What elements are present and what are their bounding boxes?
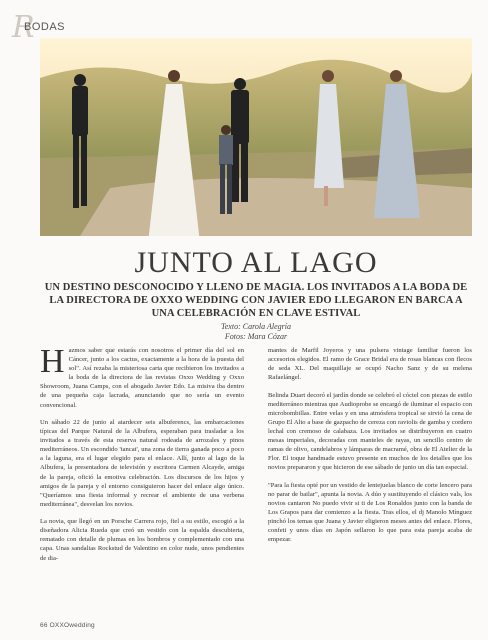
body-paragraph-text: azmos saber que estarás con nosotros el primer día del sol en Cáncer, junto a los cactus, exactamente a la hora de la puesta del sol". Así rezaba la misteriosa carta que recibieron los invitados a la boda de la directora de las revistas Oxxo Wedding y Oxxo Showroom, Juana Camps, con el abogado Javier Edo. La misiva iba dentro de una pequeña caja lacrada, anunciando que no sería un evento convencional. (40, 347, 244, 409)
body-column-right (268, 346, 472, 616)
body-paragraph (40, 343, 244, 410)
article-deck: UN DESTINO DESCONOCIDO Y LLENO DE MAGIA. LOS INVITADOS A LA BODA DE LA DIRECTORA DE OXXO WEDDING CON JAVIER EDO LLEGARON EN BARCA A UNA CELEBRACIÓN EN CLAVE ESTIVAL (44, 282, 468, 319)
brand-name: OXXOwedding (49, 622, 95, 629)
article-body (40, 343, 472, 616)
drop-cap: H (40, 343, 65, 380)
wedding-photo (40, 38, 472, 236)
body-paragraph: mantes de Marfil Joyeros y una pulsera vintage familiar fueron los accesorios elegidos. El ramo de Grace Bridal era de rosas blancas con flecos de seda XL. Del maquillaje se ocupó Nacho Sanz y de su melena Rafaelángel. (268, 347, 472, 382)
wedding-photo-illustration (40, 38, 472, 236)
article-headline: JUNTO AL LAGO (134, 246, 378, 279)
body-paragraph: Un sábado 22 de junio al atardecer seis albuferencs, las embarcaciones típicas del Parque Natural de la Albufera, esperaban para trasladar a los invitados a través de esta reserva natural rodeada de arrozales y pinos mediterráneos. Un escondido 'tancat', una zona de tierra ganada poco a poco a la laguna, era el lugar elegido para el enlace. Allí, junto al lago de la Albufera, la presentadora de televisión y escritora Carmen Alcayde, amiga de la pareja, ofició la emotiva celebración. Los discursos de los hijos y amigos de la pareja y el entorno consiguieron hacer del enlace algo único. "Queríamos una fiesta informal y recrear el ambiente de una verbena mediterránea", desvelan los novios. (40, 418, 244, 508)
text-credit: Texto: Carola Alegría (221, 322, 291, 331)
page-footer (40, 622, 95, 629)
section-label: BODAS (24, 21, 66, 33)
article-credits (40, 322, 472, 342)
page-number: 66 (40, 622, 48, 629)
body-column-left (40, 343, 244, 616)
section-monogram: R (12, 10, 35, 45)
photo-credit: Fotos: Mara Cózar (224, 332, 288, 341)
body-paragraph: La novia, que llegó en un Porsche Carrera rojo, fiel a su estilo, escogió a la diseñadora Alicia Rueda que creó un vestido con la espalda descubierta, rematado con detalle de plumas en los hombros y complementado con una capa. Unas sandalias Rockstud de Valentino en color nude, unos pendientes de dia- (40, 518, 244, 562)
body-paragraph: Belinda Duart decoró el jardín donde se celebró el cóctel con piezas de estilo mediterráneo mientras que Audioprobe se encargó de iluminar el espacio con microbombillas. Entre velas y en una atmósfera tropical se sirvió la cena de Grupo El Alto a base de gazpacho de cereza con raviolis de gamba y cordero lechal con cremoso de calabaza. Los invitados se distribuyeron en cuatro mesas imperiales, decoradas con manteles de rayas, un sencillo centro de ramas de olivo, candelabros y lámparas de macramé, obra de El Atelier de la Flor. El toque handmade estuvo presente en muchos de los detalles que los novios prepararon y que hicieron de ese sábado de junio un día tan especial. (268, 391, 472, 472)
body-paragraph: "Para la fiesta opté por un vestido de lentejuelas blanco de corte lencero para no parar de bailar", apunta la novia. A dúo y sustituyendo el clásico vals, los novios cantaron No puedo vivir si ti de Los Ronaldos junto con la banda de Los Grapos para dar comienzo a la fiesta. Tras ellos, el dj Manolo Mínguez pinchó los temas que Juana y Javier eligieron meses antes del enlace. Flores, confeti y unos días en Japón sellaron lo que para esta pareja acaba de empezar. (268, 481, 472, 544)
